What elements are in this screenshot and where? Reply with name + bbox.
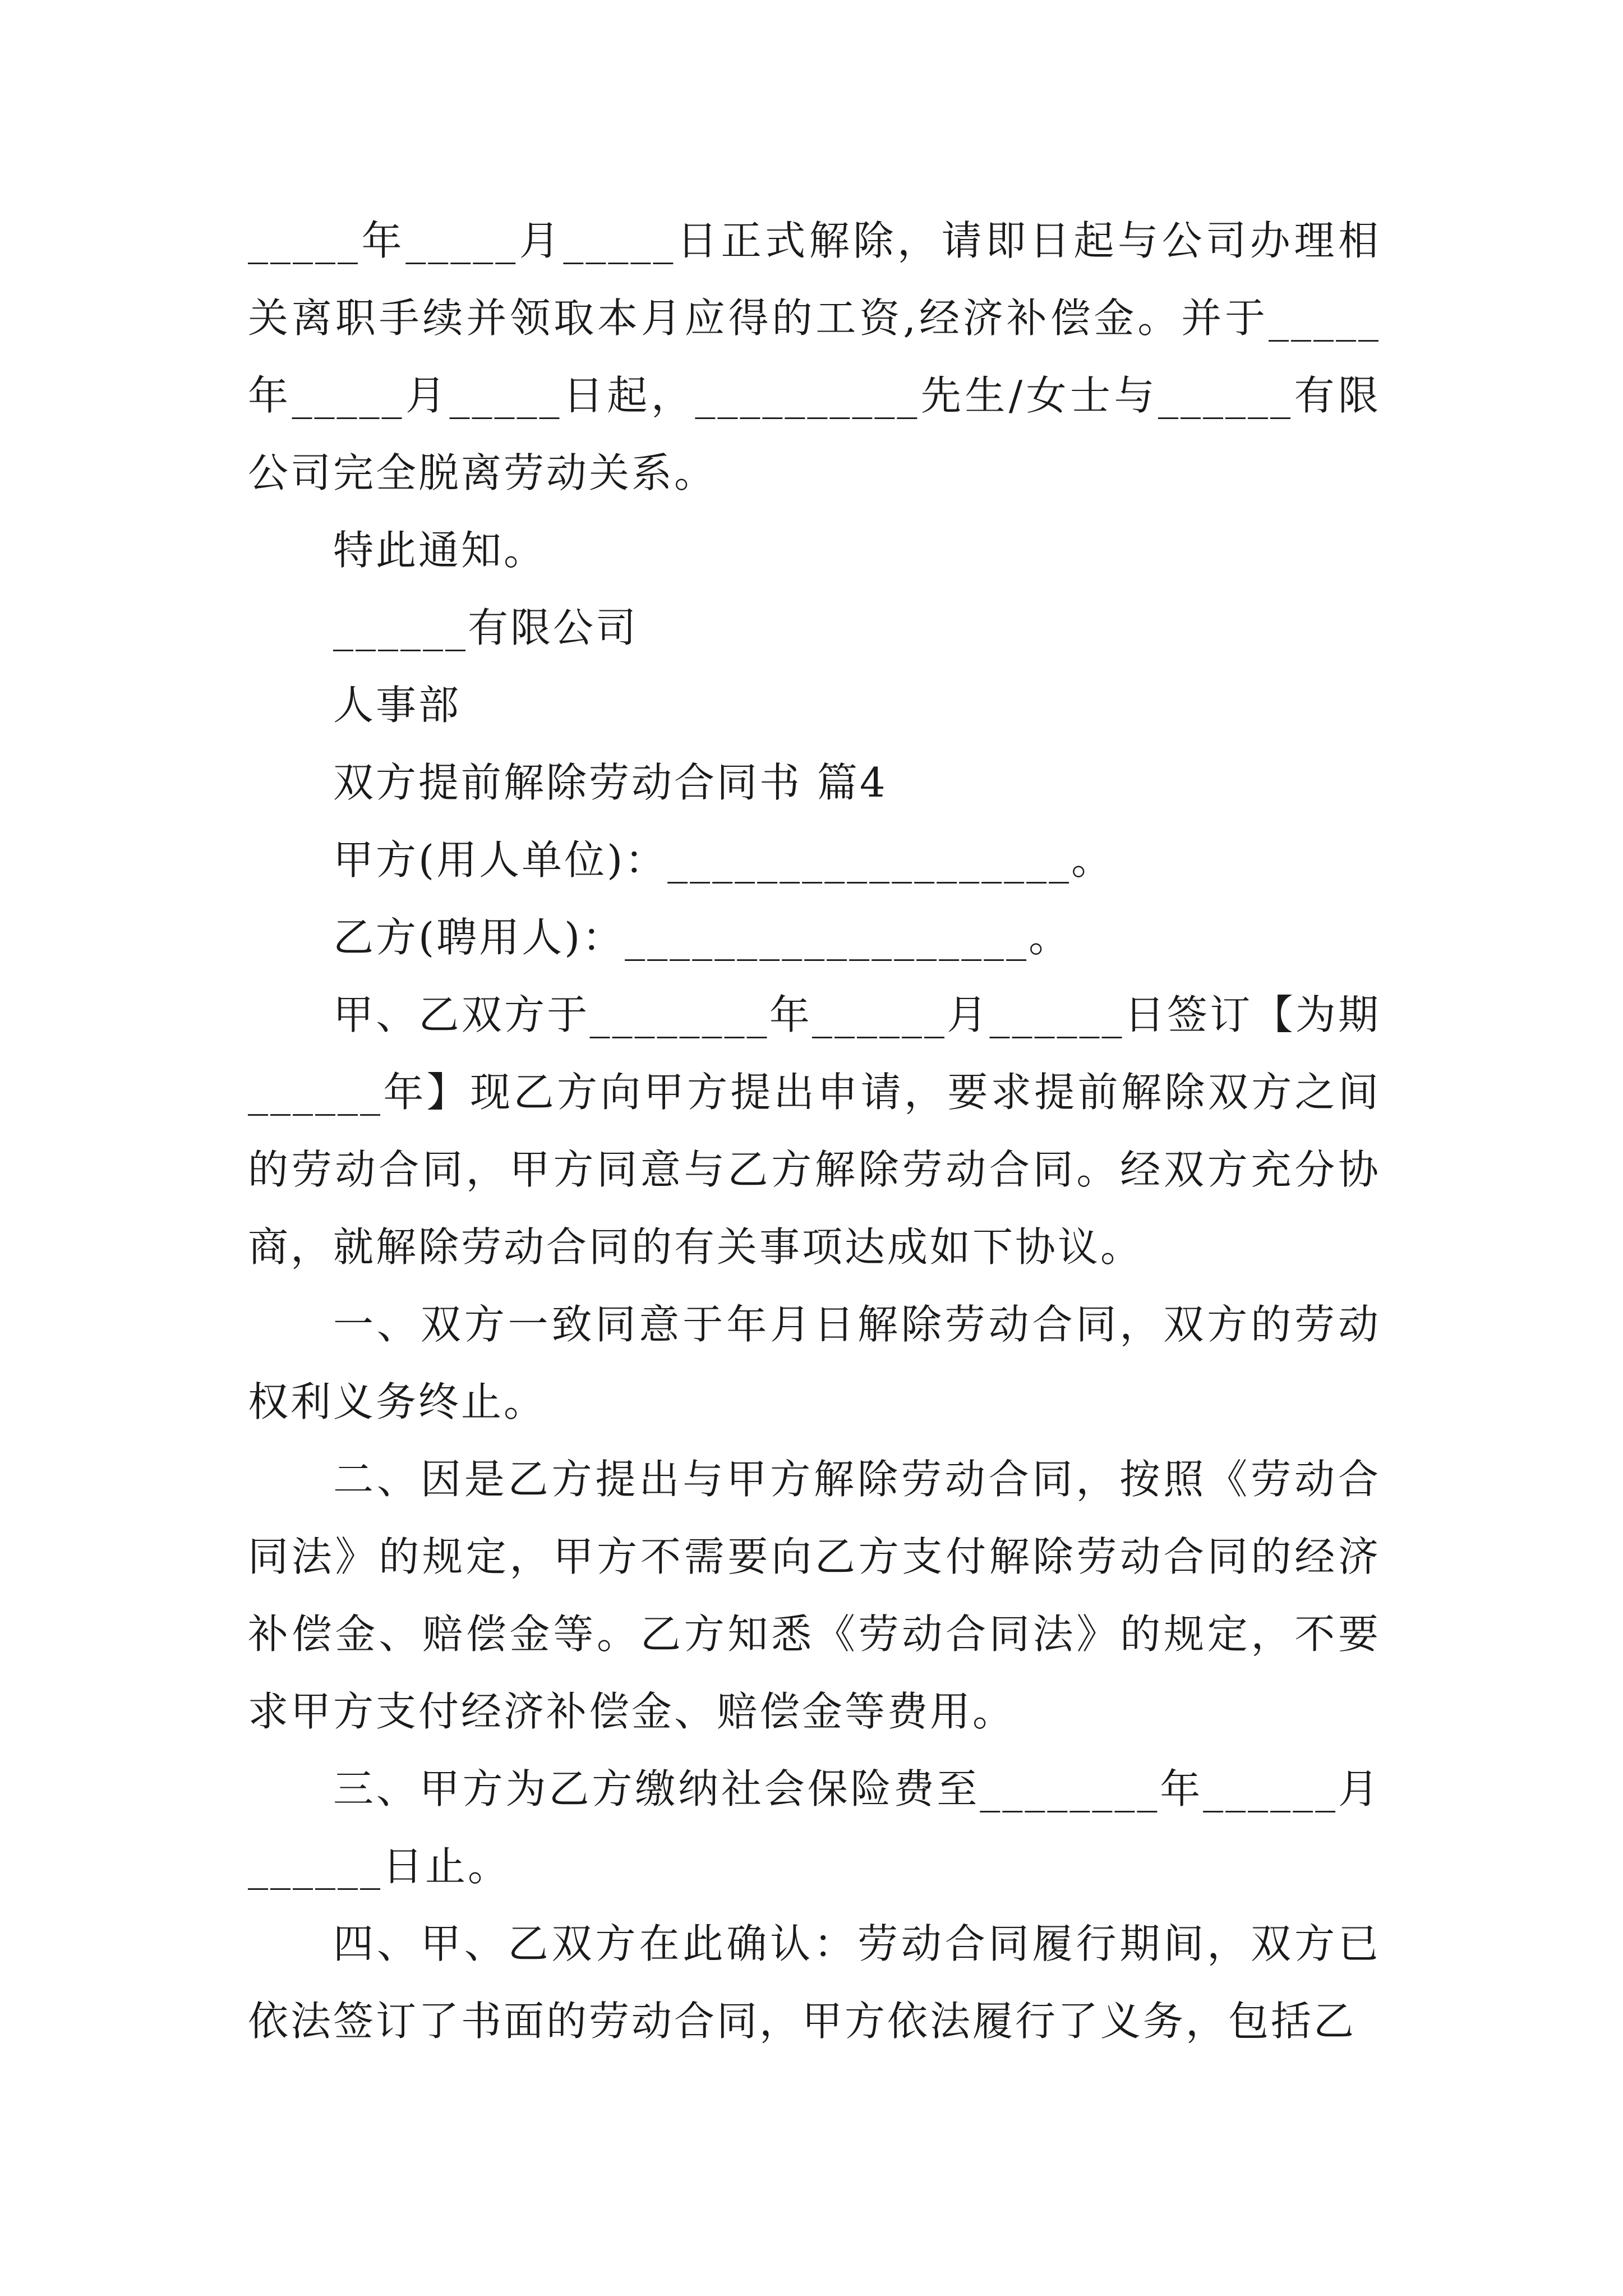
paragraph-agreement-intro: 甲、乙双方于________年______月______日签订【为期______年】现乙方向甲方提出申请，要求提前解除双方之间的劳动合同，甲方同意与乙方解除劳动合同。经双方充分协商，就解除劳动合同的有关事项达成如下协议。 [248, 991, 1381, 1271]
clause-4: 四、甲、乙双方在此确认：劳动合同履行期间，双方已依法签订了书面的劳动合同，甲方依法履行了义务，包括乙 [248, 1920, 1381, 2045]
document-body [248, 202, 1381, 2060]
clause-2: 二、因是乙方提出与甲方解除劳动合同，按照《劳动合同法》的规定，甲方不需要向乙方支付解除劳动合同的经济补偿金、赔偿金等。乙方知悉《劳动合同法》的规定，不要求甲方支付经济补偿金、赔偿金等费用。 [248, 1456, 1381, 1735]
section-title: 双方提前解除劳动合同书 篇4 [333, 759, 888, 806]
party-b-line: 乙方(聘用人)：__________________。 [333, 914, 1072, 961]
party-a-line: 甲方(用人单位)：__________________。 [333, 836, 1114, 884]
clause-3: 三、甲方为乙方缴纳社会保险费至________年______月______日止。 [248, 1765, 1381, 1890]
paragraph-notice: 特此通知。 [333, 527, 547, 574]
clause-1: 一、双方一致同意于年月日解除劳动合同，双方的劳动权利义务终止。 [248, 1301, 1381, 1425]
company-name-line: ______有限公司 [333, 604, 639, 651]
paragraph-termination-date: _____年_____月_____日正式解除，请即日起与公司办理相关离职手续并领取本月应得的工资,经济补偿金。并于_____年_____月_____日起，__________先生/女士与______有限公司完全脱离劳动关系。 [248, 217, 1381, 496]
department-line: 人事部 [333, 682, 462, 729]
